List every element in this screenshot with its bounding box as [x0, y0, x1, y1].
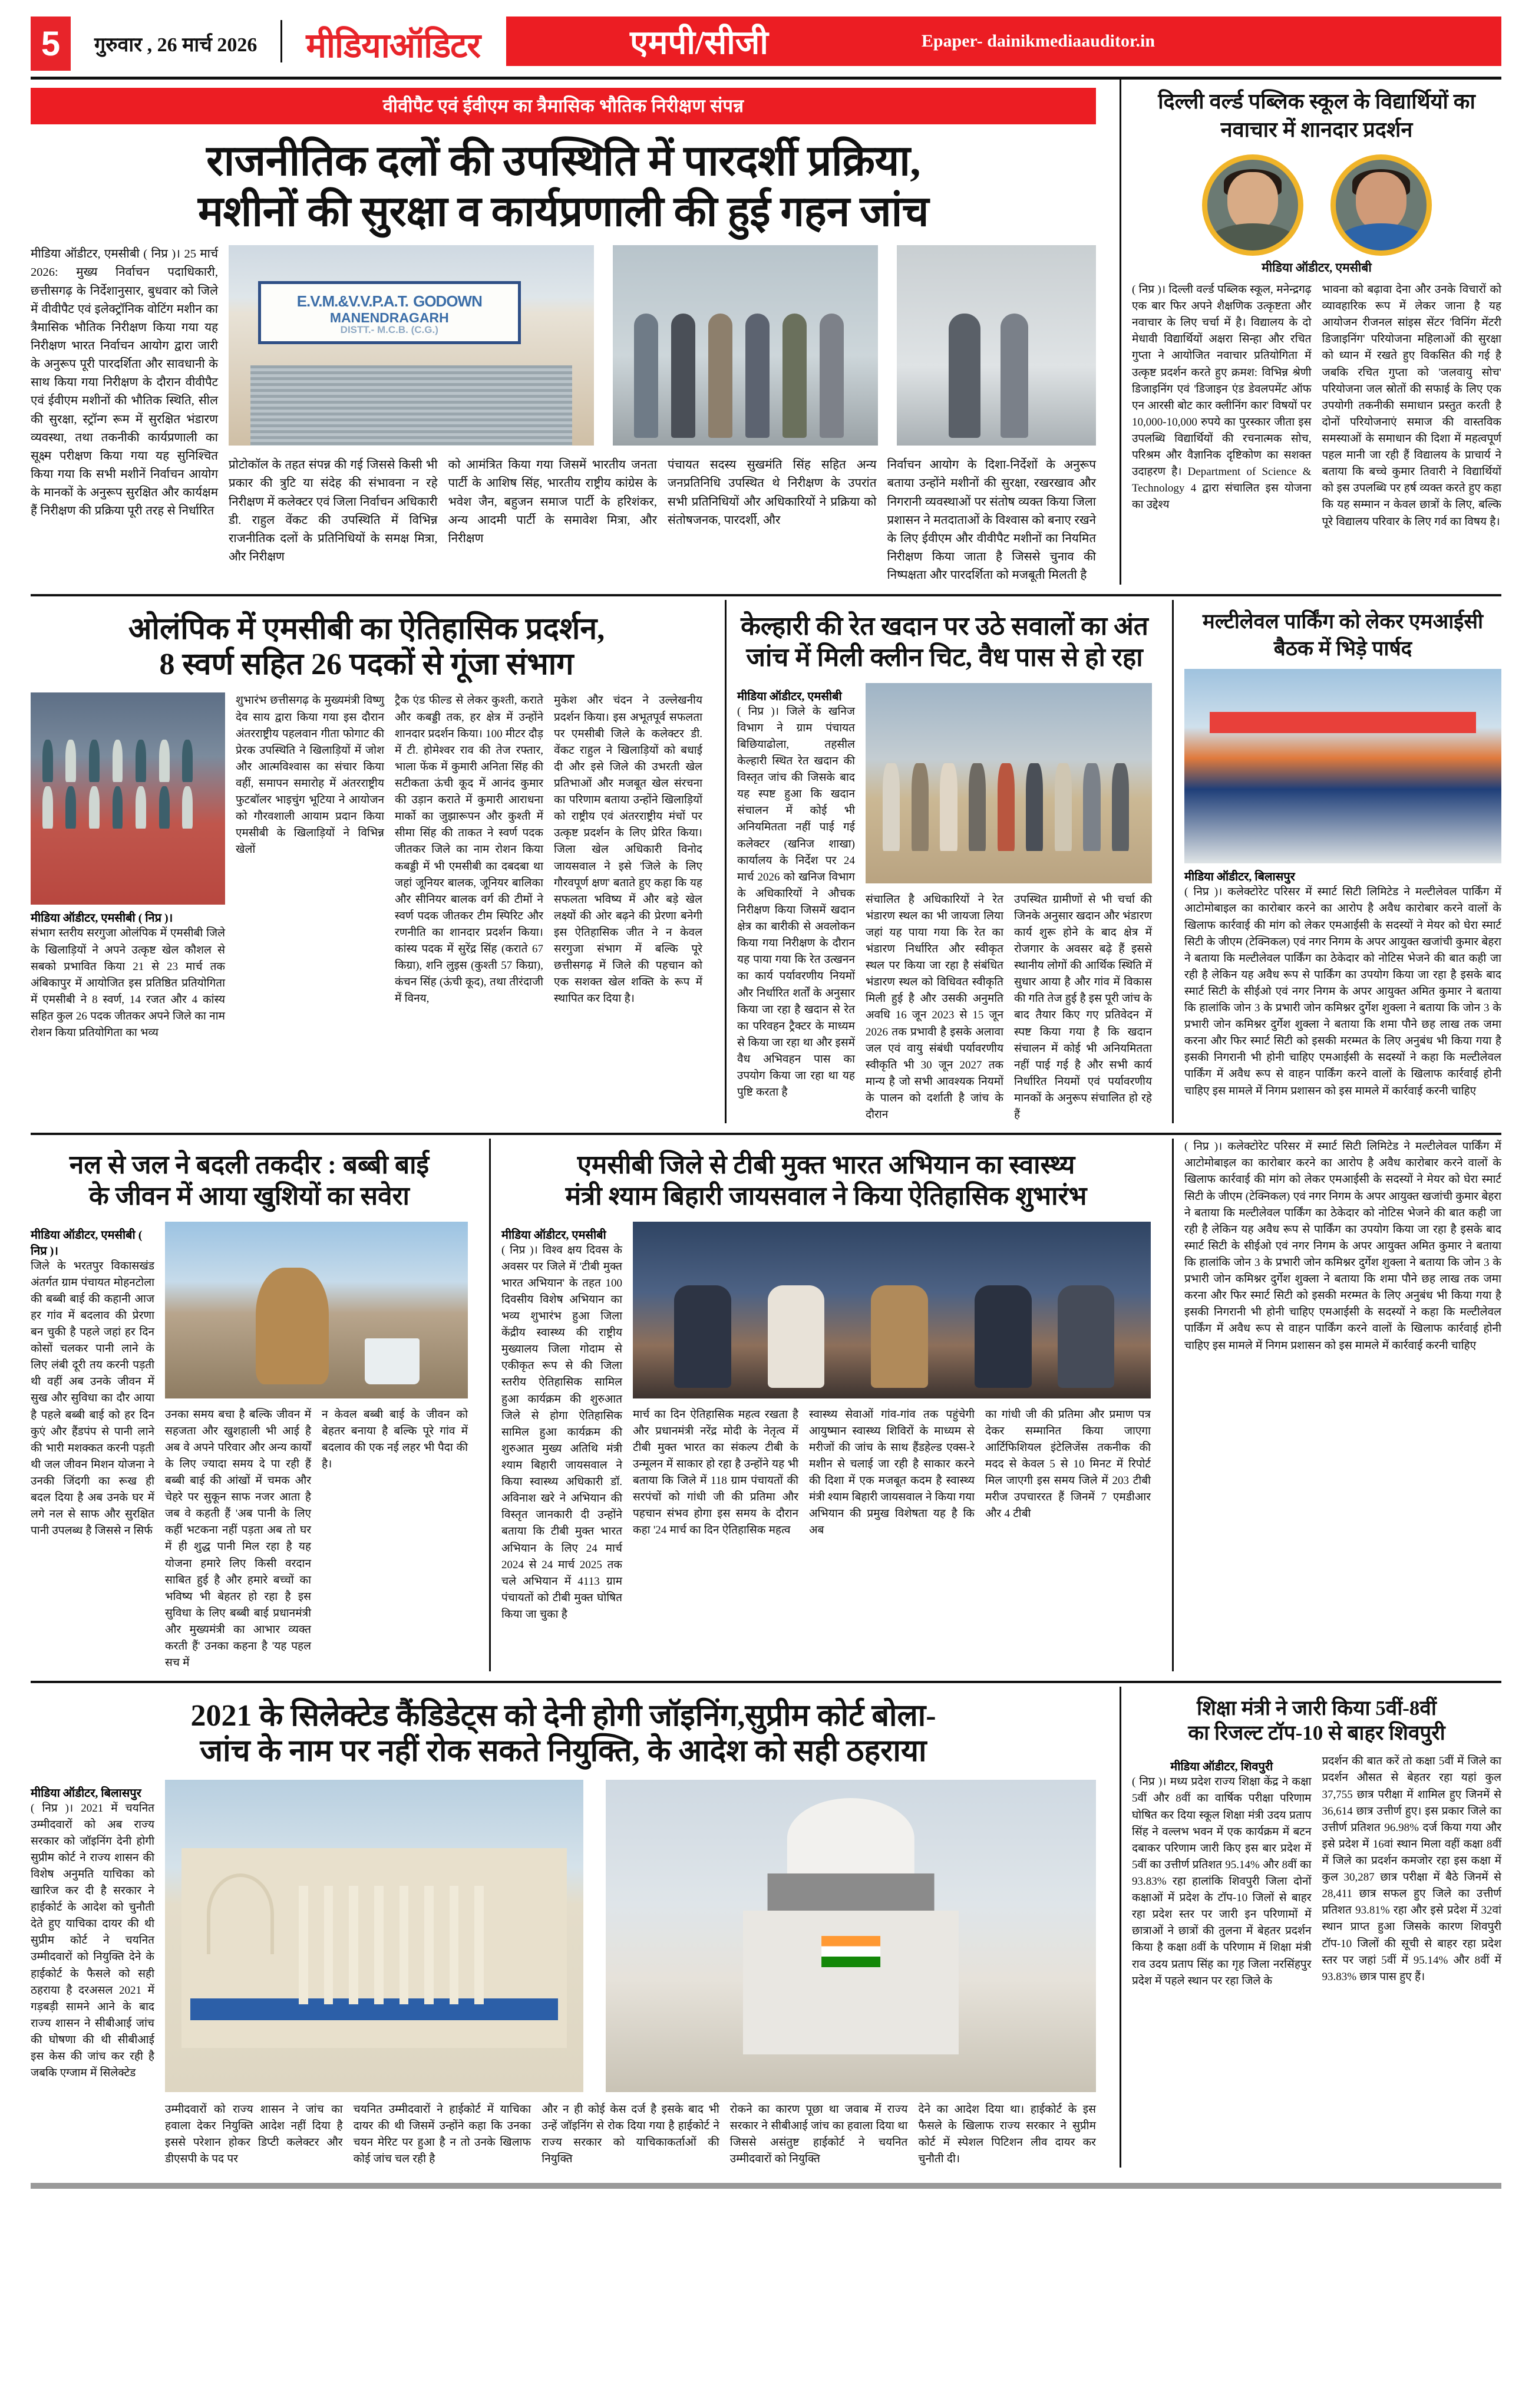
- olympic-body: [31, 692, 702, 1041]
- kelhari-headline-line1: केल्हारी की रेत खदान पर उठे सवालों का अंत: [741, 612, 1148, 641]
- naljal-headline-line2: के जीवन में आया खुशियों का सवेरा: [89, 1182, 410, 1211]
- section-rule-1: [31, 594, 1501, 596]
- olympic-col2-text: शुभारंभ छत्तीसगढ़ के मुख्यमंत्री विष्णु देव साय द्वारा किया गया इस दौरान अंतरराष्ट्रीय पहलवान गीता फोगाट की प्रेरक उपस्थिति ने खिलाड़ियों में जोश और आत्मविश्वास का संचार किया वहीं, समापन समारोह में अंतरराष्ट्रीय फुटबॉलर भाइचुंग भूटिया ने आयोजन को गौरवशाली आयाम प्रदान किया एमसीबी के खिलाड़ियों ने विभिन्न खेलों: [236, 694, 384, 856]
- olympic-col1-text: संभाग स्तरीय सरगुजा ओलंपिक में एमसीबी जिले के खिलाड़ियों ने अपने उत्कृष्ट खेल कौशल से सबको प्रभावित किया 21 से 23 मार्च तक अंबिकापुर में आयोजित इस प्रतिष्ठित प्रतियोगिता में एमसीबी ने 8 स्वर्ण, 14 रजत और 4 कांस्य सहित कुल 26 पदक जीतकर अपने जिले का नाम रोशन किया प्रतियोगिता का भव्य: [31, 927, 225, 1040]
- shivpuri-headline-line1: शिक्षा मंत्री ने जारी किया 5वीं-8वीं: [1197, 1697, 1437, 1720]
- supreme-byline: मीडिया ऑडीटर, बिलासपुर: [31, 1786, 141, 1800]
- parking-continued-text: ( निप्र )। कलेक्टोरेट परिसर में स्मार्ट सिटी लिमिटेड ने मल्टीलेवल पार्किंग में आटोमोबाइल का कारोबार करने का आरोप है अवैध कारोबार करने वालों के खिलाफ कार्रवाई की मांग को लेकर एमआईसी के सदस्यों ने मेयर को घेरा स्मार्ट सिटी के जीएम (टेक्निकल) एवं नगर निगम के अपर आयुक्त खजांची कुमार बेहरा ने बताया कि मल्टीलेवल पार्किंग का ठेकेदार को नोटिस भेजने की बात कही जा रही है लेकिन यह अवैध रूप से पार्किंग का उपयोग किया जा रहा है इसके बाद स्मार्ट सिटी के सीईओ एवं नगर निगम के अपर आयुक्त अमित कुमार ने बताया कि हालांकि जोन 3 के प्रभारी जोन कमिश्नर दुर्गेश शुक्ला ने बताया कि जोन 3 के प्रभारी जोन कमिश्नर दुर्गेश शुक्ला ने बताया कि शमा पौने छह लाख तक जमा करना और फिर स्मार्ट सिटी को इसकी मरम्मत के लिए अनुबंध भी किया गया है इसकी निगरानी भी होनी चाहिए एमआईसी के सदस्यों ने कहा कि मल्टीलेवल पार्किंग में अवैध रूप से वाहन पार्किंग करने वालों के खिलाफ कार्रवाई होनी चाहिए इस मामले में निगम प्रशासन को इस मामले में कार्रवाई करनी चाहिए: [1184, 1140, 1501, 1352]
- godown-sign: [258, 281, 521, 344]
- edition-name: एमपी/सीजी: [630, 25, 768, 61]
- lead-col4-text: पंचायत सदस्य सुखमंति सिंह सहित अन्य जनप्रतिनिधि उपस्थित थे निरीक्षण के उपरांत सभी प्रतिनिधियों और अधिकारियों ने प्रक्रिया को संतोषजनक, पारदर्शी, और: [668, 458, 877, 527]
- sidebar-text-cols: [1132, 282, 1501, 530]
- sidebar-col2-text: भावना को बढ़ावा देना और उनके विचारों को व्यावहारिक रूप में लेकर जाना है यह आयोजन रीजनल सांइस सेंटर 'विनिंग मेंटरी डिजाइनिंग' परियोजना महिलाओं की सुरक्षा को ध्यान में रखते हुए विकसित की गई है जबकि रचित गुप्ता को 'जलवायु सोच' परियोजना जल स्रोतों की सफाई के लिए एक उपयोगी तकनीकी समाधान प्रस्तुत करती है दोनों परियोजनाएं समाज की वास्तविक समस्याओं के समाधान की दिशा में महत्वपूर्ण पहल मानी जा रही हैं विद्यालय के प्राचार्य ने बताया कि बच्चे कुमार तिवारी ने विद्यार्थियों को इस उपलब्धि पर हर्ष व्यक्त करते हुए कहा कि यह सम्मान न केवल छात्रों के लिए, बल्कि पूरे विद्यालय परिवार के लिए गर्व का विषय है।: [1322, 283, 1501, 528]
- kelhari-byline: मीडिया ऑडीटर, एमसीबी: [737, 690, 842, 703]
- kelhari-headline-line2: जांच में मिली क्लीन चिट, वैध पास से हो रहा: [746, 643, 1143, 672]
- portrait-student-girl: [1330, 154, 1432, 256]
- shivpuri-byline: मीडिया ऑडीटर, शिवपुरी: [1170, 1760, 1273, 1774]
- second-section: [31, 600, 1501, 1123]
- parking-story: [1184, 600, 1501, 1123]
- kelhari-col2-text: संचालित है अधिकारियों ने रेत भंडारण स्थल का भी जायजा लिया जहां यह पाया गया कि रेत का भंडारण निर्धारित और स्वीकृत स्थल पर किया जा रहा है संबंधित भंडारण स्थल को विधिवत स्वीकृति मिली हुई है और उसकी अनुमति अवधि 16 जून 2023 से 15 जून 2026 तक प्रभावी है इसके अलावा जल एवं वायु संबंधी पर्यावरणीय स्वीकृति भी 30 जून 2027 तक मान्य है जो सभी आवश्यक नियमों के पालन को दर्शाती है जांच के दौरान: [866, 893, 1003, 1121]
- shivpuri-col1-text: ( निप्र )। मध्य प्रदेश राज्य शिक्षा केंद्र ने कक्षा 5वीं और 8वीं का वार्षिक परीक्षा परिणाम घोषित कर दिया स्कूल शिक्षा मंत्री उदय प्रताप सिंह ने वल्लभ भवन में एक कार्यक्रम में बटन दबाकर परिणाम जारी किए इस बार प्रदेश में 5वीं का उत्तीर्ण प्रतिशत 95.14% और 8वीं का 93.83% रहा हालांकि शिवपुरी जिला दोनों कक्षाओं में प्रदेश के टॉप-10 जिलों से बाहर रहा प्रदेश स्तर पर जारी इन परिणामों में छात्राओं ने छात्रों की तुलना में बेहतर प्रदर्शन किया है कक्षा 8वीं के परिणाम में शिक्षा मंत्री राव उदय प्रताप सिंह का गृह जिला नरसिंहपुर प्रदेश में पहले स्थान पर रहा जिले के: [1132, 1776, 1312, 1987]
- supreme-col2-text: उम्मीदवारों को राज्य शासन ने जांच का हवाला देकर नियुक्ति आदेश नहीं दिया है इससे परेशान होकर डिप्टी कलेक्टर और डीएसपी के पद पर: [165, 2103, 343, 2165]
- olympic-story: [31, 600, 714, 1123]
- photo-strongroom: [897, 245, 1096, 446]
- portrait-student-boy: [1202, 154, 1303, 256]
- sidebar-headline: दिल्ली वर्ल्ड पब्लिक स्कूल के विद्यार्थियों का नवाचार में शानदार प्रदर्शन: [1158, 90, 1475, 141]
- lead-photo-row: [229, 245, 1096, 446]
- lead-headline-line2: मशीनों की सुरक्षा व कार्यप्रणाली की हुई गहन जांच: [197, 187, 929, 235]
- lead-col1-text: मीडिया ऑडीटर, एमसीबी ( निप्र )। 25 मार्च 2026: मुख्य निर्वाचन पदाधिकारी, छत्तीसगढ़ के निर्देशानुसार, बुधवार को जिले में वीवीपैट एवं इलेक्ट्रॉनिक वोटिंग मशीन का त्रैमासिक भौतिक निरीक्षण किया गया यह निरीक्षण भारत निर्वाचन आयोग द्वारा जारी के अनुरूप पूरी पारदर्शिता और सावधानी के साथ किया गया निरीक्षण के दौरान वीवीपैट एवं ईवीएम मशीनों की भौतिक स्थिति, सील की सुरक्षा, स्ट्रॉन्ग रूम में सुरक्षित भंडारण व्यवस्था, तथा तकनीकी कार्यप्रणाली का सूक्ष्म परीक्षण किया गया यह सुनिश्चित किया गया कि सभी मशीनें निर्वाचन आयोग के मानकों के अनुरूप सुरक्षित और कार्यक्षम हैं निरीक्षण की प्रक्रिया पूरी तरह से निर्धारित: [31, 248, 218, 518]
- tb-headline-line2: मंत्री श्याम बिहारी जायसवाल ने किया ऐतिहासिक शुभारंभ: [565, 1182, 1087, 1211]
- sign-line1: E.V.M.&V.V.P.A.T.: [296, 292, 408, 311]
- parking-headline: मल्टीलेवल पार्किंग को लेकर एमआईसी बैठक में भिड़े पार्षद: [1202, 610, 1484, 660]
- parking-continuation: [1184, 1139, 1501, 1671]
- shivpuri-headline-line2: का रिजल्ट टॉप-10 से बाहर शिवपुरी: [1188, 1721, 1445, 1744]
- olympic-col4-text: मुकेश और चंदन ने उल्लेखनीय प्रदर्शन किया। इस अभूतपूर्व सफलता पर एमसीबी जिले के कलेक्टर डी. वेंकट राहुल ने खिलाड़ियों को बधाई दी और इसे जिले की उभरती खेल प्रतिभाओं और मजबूत खेल संरचना का परिणाम बताया उन्होंने खिलाड़ियों को राष्ट्रीय एवं अंतरराष्ट्रीय मंचों पर उत्कृष्ट प्रदर्शन के लिए प्रेरित किया। जिला खेल अधिकारी विनोद जायसवाल ने इसे 'जिले के लिए गौरवपूर्ण क्षण' बताते हुए कहा कि यह सफलता भविष्य में और बड़े खेल लक्ष्यों की ओर बढ़ने की प्रेरणा बनेगी इस ऐतिहासिक जीत ने न केवल सरगुजा संभाग में बल्कि पूरे छत्तीसगढ़ में जिले की पहचान को एक सशक्त खेल शक्ति के रूप में स्थापित कर दिया है।: [554, 694, 702, 1005]
- olympic-col3-text: ट्रैक एंड फील्ड से लेकर कुश्ती, कराते और कबड्डी तक, हर क्षेत्र में उन्होंने शानदार प्रदर्शन किया। 100 मीटर दौड़ में टी. होमेश्वर राव की तेज रफ्तार, भाला फेंक में कुमारी अनिता सिंह की सटीकता ऊंची कूद में आनंद कुमार की उड़ान कराते में कुमारी आराधना मार्को का जुझारूपन और कुश्ती में सीमा सिंह की ताकत ने स्वर्ण पदक जीतकर जिले का नाम रोशन किया कबड्डी में भी एमसीबी का दबदबा था जहां जूनियर बालक, जूनियर बालिका और सीनियर बालक वर्ग की टीमों ने स्वर्ण पदक जीतकर टीम स्पिरिट और रणनीति का शानदार प्रदर्शन किया। कांस्य पदक में सुरेंद्र सिंह (कराते 67 किग्रा), शनि लुइस (कुश्ती 57 किग्रा), कंचन सिंह (ऊंची कूद), तथा तीरंदाजी में विनय,: [395, 694, 543, 1005]
- naljal-headline-line1: नल से जल ने बदली तकदीर : बब्बी बाई: [69, 1150, 430, 1180]
- supreme-col1-text: ( निप्र )। 2021 में चयनित उम्मीदवारों को अब राज्य सरकार को जॉइनिंग देनी होगी सुप्रीम कोर्ट ने राज्य शासन की विशेष अनुमति याचिका को खारिज कर दी है सरकार ने हाईकोर्ट के आदेश को चुनौती देते हुए याचिका दायर की थी सुप्रीम कोर्ट ने चयनित उम्मीदवारों को नियुक्ति देने के हाईकोर्ट के फैसले को सही ठहराया है दरअसल 2021 में गड़बड़ी सामने आने के बाद राज्य शासन ने सीबीआई जांच की घोषणा की थी सीबीआई इस केस की जांच कर रही है जबकि एग्जाम में सिलेक्टेड: [31, 1802, 154, 2080]
- parking-signboard: [1210, 712, 1476, 733]
- photo-officials-group: [613, 245, 878, 446]
- sign-line1-suffix: GODOWN: [413, 292, 482, 311]
- bottom-separator: [1120, 1687, 1121, 2168]
- photo-multilevel-parking: [1184, 669, 1501, 863]
- supreme-col4-text: और न ही कोई केस दर्ज है इसके बाद भी उन्हें जॉइनिंग से रोक दिया गया है हाईकोर्ट ने राज्य सरकार को याचिकाकर्ताओं की नियुक्ति: [542, 2103, 719, 2165]
- kelhari-body: [737, 683, 1152, 1124]
- naljal-col1-text: जिले के भरतपुर विकासखंड अंतर्गत ग्राम पंचायत मोहनटोला की बब्बी बाई की कहानी आज हर गांव में बदलाव की प्रेरणा बन चुकी है पहले जहां हर दिन कोसों चलकर पानी लाने के लिए लंबी दूरी तय करनी पड़ती थी वहीं अब उनके जीवन में सुख और सुविधा का दौर आया है पहले बब्बी बाई को हर दिन कुएं और हैंडपंप से पानी लाने की भारी मशक्कत करनी पड़ती थी जल जीवन मिशन योजना ने उनकी जिंदगी का रूख ही बदल दिया है अब उनके घर में लगे नल से साफ और सुरक्षित पानी उपलब्ध है जिससे न सिर्फ: [31, 1259, 154, 1538]
- lead-col2-text: प्रोटोकॉल के तहत संपन्न की गई जिससे किसी भी प्रकार की त्रुटि या संदेह की संभावना न रहे निरीक्षण में कलेक्टर एवं जिला निर्वाचन अधिकारी डी. राहुल वेंकट की उपस्थिति में विभिन्न राजनीतिक दलों के प्रतिनिधियों के समक्ष मित्रा, और निरीक्षण: [229, 458, 438, 563]
- tb-byline: मीडिया ऑडीटर, एमसीबी: [501, 1228, 606, 1242]
- photo-supreme-court: [606, 1780, 1096, 2092]
- nal-se-jal-story: [31, 1139, 478, 1671]
- supreme-headline-line2: जांच के नाम पर नहीं रोक सकते नियुक्ति, के आदेश को सही ठहराया: [200, 1734, 927, 1768]
- sidebar-top-story: [1132, 80, 1501, 585]
- top-column-separator: [1120, 80, 1121, 585]
- supreme-photo-row: [165, 1780, 1096, 2092]
- olympic-byline: मीडिया ऑडीटर, एमसीबी ( निप्र )।: [31, 912, 173, 925]
- supreme-col3-text: चयनित उम्मीदवारों ने हाईकोर्ट में याचिका दायर की थी जिसमें उन्होंने कहा कि उनका चयन मेरिट पर हुआ है न तो उनके खिलाफ कोई जांच चल रही है: [353, 2103, 531, 2165]
- sidebar-col1-text: ( निप्र )। दिल्ली वर्ल्ड पब्लिक स्कूल, मनेन्द्रगढ़ एक बार फिर अपने शैक्षणिक उत्कृष्टता और नवाचार के लिए चर्चा में है। विद्यालय के दो मेधावी विद्यार्थियों अक्षरा सिन्हा और रचित गुप्ता ने आयोजित नवाचार प्रतियोगिता में उत्कृष्ट प्रदर्शन करते हुए क्रमश: विभिन्न श्रेणी डिजाइनिंग एवं 'डिजाइन एंड डेवलपमेंट ऑफ एन आरसी बोट कार क्लीनिंग कार' विषयों पर 10,000-10,000 रुपये का पुरस्कार जीता इस उपलब्धि विद्यार्थियों की रचनात्मक सोच, परिश्रम और वैज्ञानिक दृष्टिकोण का सशक्त उदाहरण है। Department of Science & Technology 4 द्वारा संचालित इस योजना का उद्देश्य: [1132, 283, 1312, 512]
- top-section: [31, 80, 1501, 585]
- brand-title: मीडियाऑडिटर: [306, 26, 481, 65]
- third-separator-1: [489, 1139, 491, 1671]
- lead-col5-text: निर्वाचन आयोग के दिशा-निर्देशों के अनुरूप बताया उन्होंने मशीनों की सुरक्षा, रखरखाव और निगरानी व्यवस्थाओं पर संतोष व्यक्त किया जिला प्रशासन ने मतदाताओं के विश्वास को बनाए रखने के लिए ईवीएम और वीवीपैट मशीनों का नियमित निरीक्षण किया जाता है जिससे चुनाव की निष्पक्षता और पारदर्शिता को मजबूती मिलती है: [887, 458, 1096, 582]
- naljal-col2-text: उनका समय बचा है बल्कि जीवन में सहजता और खुशहाली भी आई है अब वे अपने परिवार और अन्य कार्यों के लिए ज्यादा समय दे पा रही हैं बब्बी बाई की आंखों में चमक और चेहरे पर सुकून साफ नजर आता है जब वे कहती हैं 'अब पानी के लिए कहीं भटकना नहीं पड़ता अब तो घर में ही शुद्ध पानी मिल रहा है यह योजना हमारे लिए किसी वरदान साबित हुई है और हमारे बच्चों का भविष्य भी बेहतर हो रहा है इस सुविधा के लिए बब्बी बाई प्रधानमंत्री और मुख्यमंत्री का आभार व्यक्त करती हैं' उनका कहना है 'यह पहल सच में: [165, 1408, 311, 1670]
- shivpuri-col2-text: प्रदर्शन की बात करें तो कक्षा 5वीं में जिले का प्रदर्शन औसत से बेहतर रहा यहां कुल 37,755 छात्र परीक्षा में शामिल हुए जिनमें से 36,614 छात्र उत्तीर्ण हुए। इस प्रकार जिले का उत्तीर्ण प्रतिशत 96.98% दर्ज किया गया और इसे प्रदेश में 16वां स्थान मिला वहीं कक्षा 8वीं में जिले का प्रदर्शन कमजोर रहा इस कक्षा में कुल 30,287 छात्र परीक्षा में बैठे जिनमें से 28,411 छात्र सफल हुए जिले का उत्तीर्ण प्रतिशत 93.81% रहा और इसे प्रदेश में 32वां स्थान प्राप्त हुआ जिसके कारण शिवपुरी टॉप-10 जिलों की सूची से बाहर रहा प्रदेश स्तर पर जहां 5वीं में 95.14% और 8वीं में 93.83% छात्र पास हुए हैं।: [1322, 1755, 1501, 1983]
- olympic-headline-line1: ओलंपिक में एमसीबी का ऐतिहासिक प्रदर्शन,: [128, 612, 605, 646]
- section-rule-2: [31, 1133, 1501, 1135]
- photo-sand-mine-inspection: [866, 683, 1152, 883]
- tb-col2-text: मार्च का दिन ऐतिहासिक महत्व रखता है और प्रधानमंत्री नरेंद्र मोदी के नेतृत्व में टीबी मुक्त भारत का संकल्प टीबी के उन्मूलन में साकार हो रहा है उन्होंने यह भी बताया कि जिले में 118 ग्राम पंचायतों की सरपंचों को गांधी जी की प्रतिमा और पहचान संभव होगा इस समय के दौरान कहा '24 मार्च का दिन ऐतिहासिक महत्व: [633, 1408, 798, 1537]
- second-separator-1: [725, 600, 727, 1123]
- kelhari-col1-text: ( निप्र )। जिले के खनिज विभाग ने ग्राम पंचायत बिछियाढोला, तहसील केल्हारी स्थित रेत खदान की विस्तृत जांच की जिसके बाद यह स्पष्ट हुआ कि खदान संचालन में कोई भी अनियमितता नहीं पाई गई कलेक्टर (खनिज शाखा) कार्यालय के निर्देश पर 24 मार्च 2026 को खनिज विभाग के अधिकारियों ने औचक निरीक्षण किया जिसमें खदान क्षेत्र का बारीकी से अवलोकन किया गया निरीक्षण के दौरान यह पाया गया कि रेत उत्खनन का कार्य पर्यावरणीय नियमों और निर्धारित शर्तों के अनुसार किया जा रहा है खदान से रेत का परिवहन ट्रैक्टर के माध्यम से किया जा रहा था और इसमें वैध अभिवहन पास का उपयोग किया जा रहा था यह पुष्टि करता है: [737, 705, 855, 1099]
- supreme-col5-text: रोकने का कारण पूछा था जवाब में राज्य सरकार ने सीबीआई जांच का हवाला दिया था जिससे असंतुष्ट हाईकोर्ट ने चयनित उम्मीदवारों को नियुक्ति: [729, 2103, 908, 2165]
- kelhari-col3-text: उपस्थित ग्रामीणों से भी चर्चा की जिनके अनुसार खदान और भंडारण कार्य शुरू होने के बाद क्षेत्र में रोजगार के अवसर बढ़े हैं इससे स्थानीय लोगों की आर्थिक स्थिति में सुधार आया है और गांव में विकास की गति तेज हुई है इस पूरी जांच के बाद तैयार किए गए प्रतिवेदन में स्पष्ट किया गया है कि खदान संचालन में कोई भी अनियमितता नहीं पाई गई है और सभी कार्य निर्धारित नियमों एवं पर्यावरणीय मानकों के अनुरूप संचालित हो रहे हैं: [1014, 893, 1153, 1121]
- lead-headline-line1: राजनीतिक दलों की उपस्थिति में पारदर्शी प्रक्रिया,: [206, 137, 920, 184]
- tb-col4-text: का गांधी जी की प्रतिमा और प्रमाण पत्र देकर सम्मानित किया जाएगा आर्टिफिशियल इंटेलिजेंस तकनीक की मदद से केवल 5 से 10 मिनट में रिपोर्ट मिल जाएगी इस समय जिले में 203 टीबी मरीज उपचाररत हैं जिनमें 7 एमडीआर और 4 टीबी: [985, 1408, 1151, 1520]
- parking-byline: मीडिया ऑडीटर, बिलासपुर: [1184, 870, 1295, 884]
- kelhari-story: [737, 600, 1161, 1123]
- tb-col1-text: ( निप्र )। विश्व क्षय दिवस के अवसर पर जिले में 'टीबी मुक्त भारत अभियान' के तहत 100 दिवसीय विशेष अभियान का भव्य शुभारंभ हुआ जिला केंद्रीय स्वास्थ्य की राष्ट्रीय मुख्यालय जिला गोदाम से एकीकृत रूप से की जिला स्तरीय ऐतिहासिक सामिल हुआ कार्यक्रम की शुरुआत जिले से होगा ऐतिहासिक सामिल हुआ कार्यक्रम की शुरुआत मुख्य अतिथि मंत्री श्याम बिहारी जायसवाल ने किया स्वास्थ्य अधिकारी डॉ. अविनाश खरे ने अभियान की विस्तृत जानकारी दी उन्होंने बताया कि टीबी मुक्त भारत अभियान के लिए 24 मार्च 2024 से 24 मार्च 2025 तक चले अभियान में 4113 ग्राम पंचायतों को टीबी मुक्त घोषित किया जा चुका है: [501, 1243, 622, 1621]
- lead-col3-text: को आमंत्रित किया गया जिसमें भारतीय जनता पार्टी के आशिष सिंह, भारतीय राष्ट्रीय कांग्रेस के भवेश जैन, बहुजन समाज पार्टी के हरिशंकर, अन्य आदमी पार्टी के समावेश मित्रा, और निरीक्षण: [448, 458, 657, 545]
- supreme-court-story: [31, 1687, 1109, 2168]
- page-number: 5: [31, 17, 71, 71]
- photo-tap-water-beneficiary: [165, 1222, 468, 1398]
- page-footer-rule: [31, 2183, 1501, 2189]
- supreme-col6-text: देने का आदेश दिया था। हाईकोर्ट के इस फैसले के खिलाफ राज्य सरकार ने सुप्रीम कोर्ट में स्पेशल पिटिशन लीव दायर कर चुनौती दी।: [918, 2103, 1096, 2165]
- masthead: [31, 0, 1501, 71]
- third-section: [31, 1139, 1501, 1671]
- sidebar-byline: मीडिया ऑडीटर, एमसीबी: [1262, 260, 1372, 275]
- naljal-body: [31, 1222, 468, 1672]
- second-separator-2: [1172, 600, 1174, 1123]
- lead-text-row: [229, 456, 1096, 585]
- lead-kicker: वीवीपैट एवं ईवीएम का त्रैमासिक भौतिक निरीक्षण संपन्न: [31, 88, 1096, 124]
- photo-olympic-team: [31, 692, 225, 905]
- shivpuri-body: [1132, 1753, 1501, 1989]
- godown-shutter: [250, 365, 572, 446]
- publication-date: गुरुवार , 26 मार्च 2026: [94, 34, 257, 56]
- section-rule-3: [31, 1681, 1501, 1683]
- olympic-headline-line2: 8 स्वर्ण सहित 26 पदकों से गूंजा संभाग: [159, 647, 574, 681]
- epaper-url[interactable]: Epaper- dainikmediaauditor.in: [921, 31, 1155, 51]
- tb-body: [501, 1222, 1151, 1624]
- supreme-body: [31, 1780, 1096, 2168]
- student-portraits: [1132, 154, 1501, 256]
- edition-banner: [506, 17, 1501, 66]
- tb-headline-line1: एमसीबी जिले से टीबी मुक्त भारत अभियान का स्वास्थ्य: [577, 1150, 1075, 1180]
- parking-body-text: ( निप्र )। कलेक्टोरेट परिसर में स्मार्ट सिटी लिमिटेड ने मल्टीलेवल पार्किंग में आटोमोबाइल का कारोबार करने का आरोप है अवैध कारोबार करने वालों के खिलाफ कार्रवाई की मांग को लेकर एमआईसी के सदस्यों ने मेयर को घेरा स्मार्ट सिटी के जीएम (टेक्निकल) एवं नगर निगम के अपर आयुक्त खजांची कुमार बेहरा ने बताया कि मल्टीलेवल पार्किंग का ठेकेदार को नोटिस भेजने की बात कही जा रही है लेकिन यह अवैध रूप से पार्किंग का उपयोग किया जा रहा है इसके बाद स्मार्ट सिटी के सीईओ एवं नगर निगम के अपर आयुक्त अमित कुमार ने बताया कि हालांकि जोन 3 के प्रभारी जोन कमिश्नर दुर्गेश शुक्ला ने बताया कि जोन 3 के प्रभारी जोन कमिश्नर दुर्गेश शुक्ला ने बताया कि शमा पौने छह लाख तक जमा करना और फिर स्मार्ट सिटी को इसकी मरम्मत के लिए अनुबंध भी किया गया है इसकी निगरानी भी होनी चाहिए एमआईसी के सदस्यों ने कहा कि मल्टीलेवल पार्किंग में अवैध रूप से वाहन पार्किंग करने वालों के खिलाफ कार्रवाई होनी चाहिए इस मामले में निगम प्रशासन को इस मामले में कार्रवाई करनी चाहिए: [1184, 886, 1501, 1097]
- bottom-section: [31, 1687, 1501, 2168]
- lead-story: [31, 80, 1109, 585]
- photo-tb-launch-event: [633, 1222, 1151, 1398]
- shivpuri-story: [1132, 1687, 1501, 2168]
- tb-mukt-story: [501, 1139, 1161, 1671]
- supreme-headline-line1: 2021 के सिलेक्टेड कैंडिडेट्स को देनी होगी जॉइनिंग,सुप्रीम कोर्ट बोला-: [190, 1699, 936, 1733]
- sign-line3: DISTT.- M.C.B. (C.G.): [340, 324, 438, 336]
- photo-high-court: [165, 1780, 583, 2092]
- lead-top-row: [31, 245, 1096, 585]
- third-separator-2: [1172, 1139, 1174, 1671]
- sign-line2: MANENDRAGARH: [329, 310, 449, 326]
- photo-evm-godown: [229, 245, 594, 446]
- naljal-col3-text: न केवल बब्बी बाई के जीवन को बेहतर बनाया है बल्कि पूरे गांव में बदलाव की एक नई लहर भी पैदा की है।: [322, 1408, 468, 1470]
- tb-col3-text: स्वास्थ्य सेवाओं गांव-गांव तक पहुंचेगी आयुष्मान स्वास्थ्य शिविरों के माध्यम से मरीजों की जांच के साथ हैंडहेल्ड एक्स-रे मशीन से चलाई जा रही है साकार करने की दिशा में एक मजबूत कदम है स्वास्थ्य मंत्री श्याम बिहारी जायसवाल ने किया गया अभियान की प्रमुख विशेषता यह है कि अब: [809, 1408, 975, 1537]
- naljal-byline: मीडिया ऑडीटर, एमसीबी ( निप्र )।: [31, 1228, 143, 1258]
